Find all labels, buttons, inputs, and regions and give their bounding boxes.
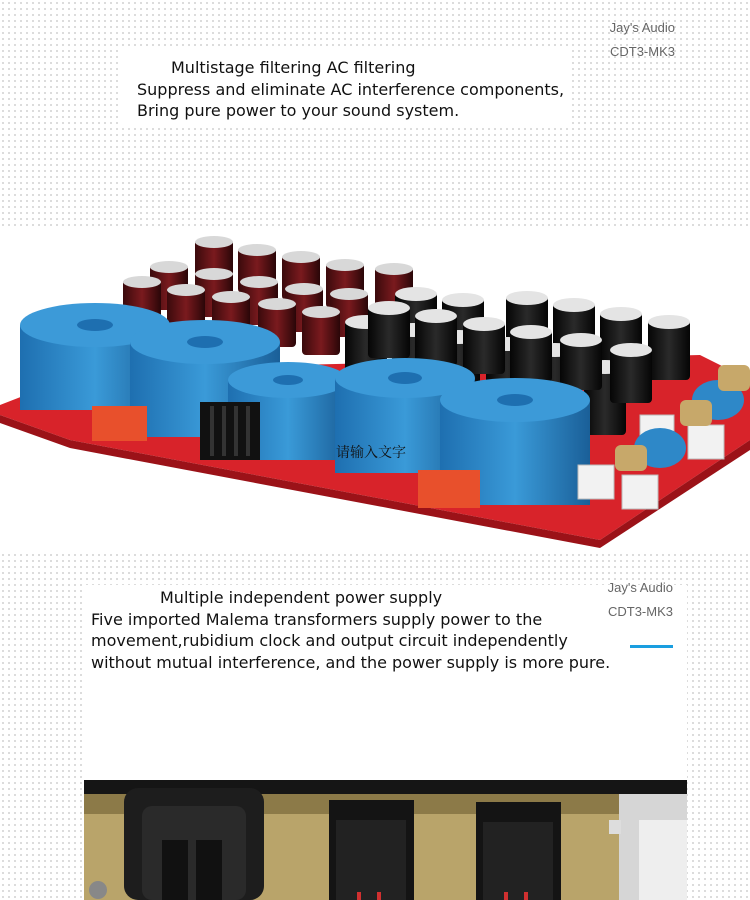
model-name: CDT3-MK3	[609, 44, 675, 59]
brand-name: Jay's Audio	[607, 580, 673, 595]
section1-title: Multistage filtering AC filtering	[171, 58, 416, 77]
section1-text	[137, 57, 564, 122]
relay-left	[92, 406, 147, 441]
section2-line3: without mutual interference, and the power supply is more pure.	[91, 652, 611, 672]
relay-right	[418, 470, 480, 508]
brand-block-1	[610, 16, 675, 64]
accent-underline	[630, 645, 673, 648]
section2-line2: movement,rubidium clock and output circuit independently	[91, 631, 568, 650]
model-name: CDT3-MK3	[607, 604, 673, 619]
power-board-photo	[0, 230, 750, 550]
section2-title: Multiple independent power supply	[160, 588, 443, 607]
placeholder-overlay-text: 请输入文字	[336, 445, 406, 461]
section2-text	[91, 587, 610, 673]
brand-block-2	[608, 576, 673, 624]
internal-photo	[84, 780, 687, 900]
section1-line2: Bring pure power to your sound system.	[137, 101, 460, 120]
brand-name: Jay's Audio	[609, 20, 675, 35]
section1-line1: Suppress and eliminate AC interference components,	[137, 79, 565, 99]
section2-line1: Five imported Malema transformers supply power to the	[91, 609, 543, 629]
heatsink	[200, 402, 260, 460]
power-board-illustration	[0, 230, 750, 550]
internal-illustration	[84, 780, 687, 900]
